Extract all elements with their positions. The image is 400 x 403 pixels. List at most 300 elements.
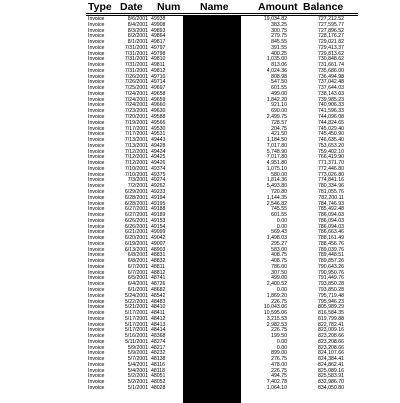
cell-balance: 745,029.40 bbox=[318, 125, 344, 132]
cell-date: 7/25/2001 bbox=[124, 85, 148, 92]
cell-balance: 832,986.70 bbox=[318, 379, 344, 386]
cell-type: Invoice bbox=[88, 90, 105, 97]
cell-amount: 0.00 bbox=[276, 338, 287, 345]
cell-num: 48232 bbox=[151, 350, 166, 357]
cell-type: Invoice bbox=[88, 131, 105, 138]
cell-type: Invoice bbox=[88, 212, 105, 219]
cell-date: 7/3/2001 bbox=[127, 177, 148, 184]
cell-num: 49428 bbox=[151, 142, 166, 149]
header-balance: Balance bbox=[303, 1, 344, 13]
cell-balance: 805,989.29 bbox=[318, 304, 344, 311]
cell-date: 5/1/2001 bbox=[127, 385, 148, 391]
cell-balance: 789,039.76 bbox=[318, 246, 344, 253]
cell-balance: 834,050.80 bbox=[318, 385, 344, 391]
cell-amount: 0.00 bbox=[276, 217, 287, 224]
cell-amount: 601.55 bbox=[271, 85, 287, 92]
cell-balance: 759,402.10 bbox=[318, 148, 344, 155]
cell-balance: 728,176.27 bbox=[318, 33, 344, 40]
cell-amount: 720.80 bbox=[271, 188, 287, 195]
cell-type: Invoice bbox=[88, 263, 105, 270]
cell-num: 48138 bbox=[151, 356, 166, 363]
cell-num: 49262 bbox=[151, 183, 166, 190]
cell-type: Invoice bbox=[88, 252, 105, 259]
cell-num: 48831 bbox=[151, 252, 166, 259]
cell-date: 5/16/2001 bbox=[124, 333, 148, 340]
cell-date: 6/26/2001 bbox=[124, 217, 148, 224]
cell-amount: 279.75 bbox=[271, 33, 287, 40]
cell-type: Invoice bbox=[88, 67, 105, 74]
cell-amount: 1,075.10 bbox=[266, 165, 287, 172]
cell-date: 6/5/2001 bbox=[127, 275, 148, 282]
cell-amount: 226.75 bbox=[271, 298, 287, 305]
cell-date: 7/17/2001 bbox=[124, 131, 148, 138]
cell-num: 49697 bbox=[151, 85, 166, 92]
cell-num: 49588 bbox=[151, 114, 166, 121]
cell-amount: 5,748.90 bbox=[266, 148, 287, 155]
cell-type: Invoice bbox=[88, 350, 105, 357]
cell-amount: 300.75 bbox=[271, 27, 287, 34]
cell-type: Invoice bbox=[88, 310, 105, 317]
cell-amount: 7,017.80 bbox=[266, 154, 287, 161]
cell-date: 7/31/2001 bbox=[124, 67, 148, 74]
cell-balance: 823,208.66 bbox=[318, 338, 344, 345]
cell-balance: 786,663.46 bbox=[318, 229, 344, 236]
cell-date: 7/23/2001 bbox=[124, 108, 148, 115]
cell-num: 49195 bbox=[151, 200, 166, 207]
cell-type: Invoice bbox=[88, 137, 105, 144]
cell-type: Invoice bbox=[88, 33, 105, 40]
cell-date: 7/26/2001 bbox=[124, 79, 148, 86]
cell-type: Invoice bbox=[88, 194, 105, 201]
cell-num: 49375 bbox=[151, 171, 166, 178]
cell-num: 49426 bbox=[151, 160, 166, 167]
cell-type: Invoice bbox=[88, 333, 105, 340]
cell-type: Invoice bbox=[88, 96, 105, 103]
cell-amount: 204.75 bbox=[271, 125, 287, 132]
cell-amount: 199.50 bbox=[271, 333, 287, 340]
cell-num: 49864 bbox=[151, 33, 166, 40]
cell-balance: 727,896.52 bbox=[318, 27, 344, 34]
cell-balance: 735,686.00 bbox=[318, 67, 344, 74]
cell-num: 48542 bbox=[151, 292, 166, 299]
cell-num: 49710 bbox=[151, 73, 166, 80]
cell-date: 7/2/2001 bbox=[127, 183, 148, 190]
cell-amount: 408.75 bbox=[271, 258, 287, 265]
cell-date: 5/21/2001 bbox=[124, 304, 148, 311]
cell-balance: 741,596.33 bbox=[318, 108, 344, 115]
cell-num: 49811 bbox=[151, 62, 166, 69]
cell-date: 7/12/2001 bbox=[124, 148, 148, 155]
cell-balance: 781,055.76 bbox=[318, 188, 344, 195]
cell-type: Invoice bbox=[88, 39, 105, 46]
cell-type: Invoice bbox=[88, 73, 105, 80]
cell-num: 49908 bbox=[151, 21, 166, 28]
cell-num: 49660 bbox=[151, 102, 166, 109]
cell-amount: 569.43 bbox=[271, 229, 287, 236]
cell-amount: 10,595.06 bbox=[263, 310, 287, 317]
cell-date: 7/31/2001 bbox=[124, 50, 148, 57]
cell-balance: 729,813.62 bbox=[318, 50, 344, 57]
cell-balance: 744,096.08 bbox=[318, 114, 344, 121]
cell-amount: 745.55 bbox=[271, 206, 287, 213]
cell-num: 49188 bbox=[151, 206, 166, 213]
cell-num: 49425 bbox=[151, 154, 166, 161]
cell-amount: 1,842.20 bbox=[266, 96, 287, 103]
cell-type: Invoice bbox=[88, 373, 105, 380]
cell-amount: 2,982.53 bbox=[266, 321, 287, 328]
cell-amount: 19,034.82 bbox=[263, 16, 287, 22]
cell-amount: 226.75 bbox=[271, 367, 287, 374]
cell-amount: 1,064.10 bbox=[266, 385, 287, 391]
cell-amount: 580.00 bbox=[271, 171, 287, 178]
cell-balance: 790,950.76 bbox=[318, 269, 344, 276]
cell-balance: 784,746.93 bbox=[318, 200, 344, 207]
cell-date: 6/1/2001 bbox=[127, 286, 148, 293]
cell-num: 49938 bbox=[151, 16, 166, 22]
cell-num: 49007 bbox=[151, 240, 166, 247]
cell-amount: 0.00 bbox=[276, 344, 287, 351]
cell-type: Invoice bbox=[88, 298, 105, 305]
cell-type: Invoice bbox=[88, 338, 105, 345]
cell-type: Invoice bbox=[88, 142, 105, 149]
cell-date: 7/10/2001 bbox=[124, 171, 148, 178]
cell-num: 48116 bbox=[151, 361, 166, 368]
cell-type: Invoice bbox=[88, 108, 105, 115]
cell-date: 7/24/2001 bbox=[124, 102, 148, 109]
cell-num: 49812 bbox=[151, 67, 166, 74]
cell-num: 48741 bbox=[151, 275, 166, 282]
cell-num: 49443 bbox=[151, 137, 166, 144]
cell-num: 49798 bbox=[151, 50, 166, 57]
cell-amount: 0.00 bbox=[276, 286, 287, 293]
cell-amount: 1,498.03 bbox=[266, 235, 287, 242]
cell-type: Invoice bbox=[88, 275, 105, 282]
cell-date: 6/7/2001 bbox=[127, 269, 148, 276]
cell-amount: 4,951.80 bbox=[266, 160, 287, 167]
cell-type: Invoice bbox=[88, 269, 105, 276]
cell-balance: 790,643.26 bbox=[318, 263, 344, 270]
cell-type: Invoice bbox=[88, 327, 105, 334]
header-num: Num bbox=[157, 1, 181, 13]
cell-date: 8/6/2001 bbox=[127, 16, 148, 22]
cell-amount: 786.00 bbox=[271, 263, 287, 270]
cell-date: 5/7/2001 bbox=[127, 356, 148, 363]
cell-type: Invoice bbox=[88, 119, 105, 126]
cell-balance: 823,009.16 bbox=[318, 327, 344, 334]
cell-type: Invoice bbox=[88, 200, 105, 207]
cell-date: 5/17/2001 bbox=[124, 321, 148, 328]
cell-type: Invoice bbox=[88, 292, 105, 299]
cell-amount: 601.55 bbox=[271, 212, 287, 219]
cell-date: 8/1/2001 bbox=[127, 39, 148, 46]
cell-amount: 808.98 bbox=[271, 73, 287, 80]
cell-balance: 774,841.16 bbox=[318, 177, 344, 184]
cell-type: Invoice bbox=[88, 246, 105, 253]
header-type: Type bbox=[88, 1, 112, 13]
cell-date: 6/26/2001 bbox=[124, 223, 148, 230]
cell-balance: 788,161.49 bbox=[318, 235, 344, 242]
cell-type: Invoice bbox=[88, 56, 105, 63]
cell-balance: 771,371.70 bbox=[318, 160, 344, 167]
cell-date: 6/29/2001 bbox=[124, 188, 148, 195]
cell-num: 49042 bbox=[151, 235, 166, 242]
cell-type: Invoice bbox=[88, 102, 105, 109]
cell-num: 49233 bbox=[151, 188, 166, 195]
cell-date: 7/17/2001 bbox=[124, 125, 148, 132]
cell-num: 49797 bbox=[151, 44, 166, 51]
cell-num: 49374 bbox=[151, 165, 166, 172]
cell-type: Invoice bbox=[88, 315, 105, 322]
cell-type: Invoice bbox=[88, 321, 105, 328]
cell-balance: 766,419.90 bbox=[318, 154, 344, 161]
cell-num: 48812 bbox=[151, 269, 166, 276]
cell-amount: 845.55 bbox=[271, 39, 287, 46]
cell-balance: 823,208.66 bbox=[318, 333, 344, 340]
header-name: Name bbox=[200, 1, 229, 13]
cell-date: 7/13/2001 bbox=[124, 137, 148, 144]
cell-date: 5/9/2001 bbox=[127, 344, 148, 351]
cell-balance: 786,094.03 bbox=[318, 223, 344, 230]
cell-num: 49810 bbox=[151, 56, 166, 63]
cell-type: Invoice bbox=[88, 367, 105, 374]
cell-amount: 226.75 bbox=[271, 327, 287, 334]
cell-amount: 494.75 bbox=[271, 373, 287, 380]
cell-num: 48051 bbox=[151, 373, 166, 380]
cell-type: Invoice bbox=[88, 344, 105, 351]
cell-num: 49194 bbox=[151, 194, 166, 201]
cell-type: Invoice bbox=[88, 114, 105, 121]
cell-amount: 295.27 bbox=[271, 240, 287, 247]
cell-balance: 738,143.03 bbox=[318, 90, 344, 97]
cell-num: 48368 bbox=[151, 333, 166, 340]
cell-type: Invoice bbox=[88, 223, 105, 230]
cell-balance: 730,848.62 bbox=[318, 56, 344, 63]
cell-date: 8/3/2001 bbox=[127, 27, 148, 34]
cell-num: 48052 bbox=[151, 379, 166, 386]
cell-date: 8/4/2001 bbox=[127, 21, 148, 28]
cell-balance: 823,208.66 bbox=[318, 344, 344, 351]
cell-date: 5/2/2001 bbox=[127, 379, 148, 386]
cell-amount: 1,035.00 bbox=[266, 56, 287, 63]
cell-type: Invoice bbox=[88, 62, 105, 69]
cell-balance: 789,857.26 bbox=[318, 258, 344, 265]
cell-balance: 795,946.23 bbox=[318, 298, 344, 305]
cell-amount: 899.00 bbox=[271, 350, 287, 357]
cell-amount: 421.50 bbox=[271, 131, 287, 138]
cell-date: 6/28/2001 bbox=[124, 200, 148, 207]
cell-amount: 690.00 bbox=[271, 108, 287, 115]
cell-balance: 822,782.41 bbox=[318, 321, 344, 328]
cell-type: Invoice bbox=[88, 171, 105, 178]
cell-balance: 737,644.03 bbox=[318, 85, 344, 92]
cell-amount: 4,024.36 bbox=[266, 67, 287, 74]
cell-num: 48412 bbox=[151, 315, 166, 322]
cell-date: 6/27/2001 bbox=[124, 206, 148, 213]
cell-amount: 499.00 bbox=[271, 275, 287, 282]
cell-type: Invoice bbox=[88, 281, 105, 288]
cell-balance: 731,661.74 bbox=[318, 62, 344, 69]
cell-date: 7/24/2001 bbox=[124, 90, 148, 97]
cell-type: Invoice bbox=[88, 21, 105, 28]
cell-amount: 2,546.82 bbox=[266, 200, 287, 207]
cell-num: 49274 bbox=[151, 177, 166, 184]
cell-date: 5/9/2001 bbox=[127, 350, 148, 357]
cell-type: Invoice bbox=[88, 235, 105, 242]
cell-date: 7/31/2001 bbox=[124, 44, 148, 51]
cell-date: 8/2/2001 bbox=[127, 33, 148, 40]
cell-balance: 773,026.80 bbox=[318, 171, 344, 178]
cell-balance: 744,824.65 bbox=[318, 119, 344, 126]
cell-amount: 813.06 bbox=[271, 62, 287, 69]
cell-date: 7/13/2001 bbox=[124, 142, 148, 149]
cell-type: Invoice bbox=[88, 177, 105, 184]
cell-amount: 2,499.75 bbox=[266, 114, 287, 121]
cell-balance: 824,107.66 bbox=[318, 350, 344, 357]
cell-balance: 824,862.41 bbox=[318, 361, 344, 368]
cell-date: 5/17/2001 bbox=[124, 310, 148, 317]
cell-balance: 824,384.41 bbox=[318, 356, 344, 363]
cell-num: 48832 bbox=[151, 258, 166, 265]
cell-balance: 782,200.11 bbox=[318, 194, 344, 201]
cell-num: 49154 bbox=[151, 223, 166, 230]
cell-balance: 795,719.48 bbox=[318, 292, 344, 299]
cell-amount: 383.25 bbox=[271, 21, 287, 28]
cell-type: Invoice bbox=[88, 286, 105, 293]
cell-balance: 727,212.52 bbox=[318, 16, 344, 22]
cell-num: 48413 bbox=[151, 321, 166, 328]
cell-balance: 819,799.88 bbox=[318, 315, 344, 322]
cell-date: 5/4/2001 bbox=[127, 367, 148, 374]
cell-balance: 736,494.98 bbox=[318, 73, 344, 80]
cell-type: Invoice bbox=[88, 206, 105, 213]
cell-type: Invoice bbox=[88, 27, 105, 34]
cell-balance: 788,456.76 bbox=[318, 240, 344, 247]
cell-amount: 0.00 bbox=[276, 223, 287, 230]
cell-balance: 825,583.91 bbox=[318, 373, 344, 380]
cell-num: 48811 bbox=[151, 263, 166, 270]
cell-date: 7/12/2001 bbox=[124, 160, 148, 167]
cell-balance: 793,850.28 bbox=[318, 286, 344, 293]
cell-date: 7/26/2001 bbox=[124, 73, 148, 80]
cell-amount: 583.00 bbox=[271, 246, 287, 253]
cell-balance: 772,446.80 bbox=[318, 165, 344, 172]
cell-num: 48414 bbox=[151, 327, 166, 334]
cell-num: 48903 bbox=[151, 246, 166, 253]
cell-amount: 1,869.20 bbox=[266, 292, 287, 299]
cell-balance: 739,985.23 bbox=[318, 96, 344, 103]
cell-type: Invoice bbox=[88, 240, 105, 247]
cell-type: Invoice bbox=[88, 85, 105, 92]
cell-date: 6/27/2001 bbox=[124, 212, 148, 219]
cell-amount: 276.75 bbox=[271, 356, 287, 363]
cell-num: 49531 bbox=[151, 131, 166, 138]
cell-type: Invoice bbox=[88, 148, 105, 155]
cell-num: 49630 bbox=[151, 108, 166, 115]
cell-balance: 745,450.90 bbox=[318, 131, 344, 138]
cell-num: 48411 bbox=[151, 310, 166, 317]
cell-type: Invoice bbox=[88, 183, 105, 190]
cell-balance: 789,448.51 bbox=[318, 252, 344, 259]
cell-amount: 400.25 bbox=[271, 50, 287, 57]
cell-date: 7/12/2001 bbox=[124, 154, 148, 161]
cell-amount: 307.50 bbox=[271, 269, 287, 276]
cell-amount: 7,402.78 bbox=[266, 379, 287, 386]
header-rule-top bbox=[86, 13, 358, 14]
cell-num: 49153 bbox=[151, 217, 166, 224]
cell-type: Invoice bbox=[88, 258, 105, 265]
cell-balance: 786,094.03 bbox=[318, 212, 344, 219]
cell-type: Invoice bbox=[88, 16, 105, 22]
cell-balance: 816,584.35 bbox=[318, 310, 344, 317]
cell-amount: 499.00 bbox=[271, 90, 287, 97]
cell-num: 49099 bbox=[151, 229, 166, 236]
cell-amount: 1,144.35 bbox=[266, 194, 287, 201]
cell-date: 5/17/2001 bbox=[124, 327, 148, 334]
cell-type: Invoice bbox=[88, 217, 105, 224]
cell-num: 49566 bbox=[151, 119, 166, 126]
cell-date: 7/31/2001 bbox=[124, 56, 148, 63]
cell-type: Invoice bbox=[88, 79, 105, 86]
cell-type: Invoice bbox=[88, 188, 105, 195]
cell-amount: 478.00 bbox=[271, 361, 287, 368]
cell-date: 5/11/2001 bbox=[125, 338, 148, 345]
cell-num: 49817 bbox=[151, 39, 166, 46]
cell-date: 5/24/2001 bbox=[124, 292, 148, 299]
cell-balance: 785,492.48 bbox=[318, 206, 344, 213]
header-date: Date bbox=[120, 1, 143, 13]
cell-num: 48274 bbox=[151, 338, 166, 345]
cell-num: 49658 bbox=[151, 90, 166, 97]
cell-type: Invoice bbox=[88, 361, 105, 368]
cell-date: 5/17/2001 bbox=[124, 315, 148, 322]
cell-date: 5/2/2001 bbox=[127, 373, 148, 380]
cell-type: Invoice bbox=[88, 154, 105, 161]
cell-num: 49659 bbox=[151, 96, 166, 103]
cell-num: 48410 bbox=[151, 304, 166, 311]
cell-date: 6/7/2001 bbox=[127, 263, 148, 270]
cell-date: 7/19/2001 bbox=[124, 119, 148, 126]
cell-type: Invoice bbox=[88, 379, 105, 386]
cell-type: Invoice bbox=[88, 356, 105, 363]
cell-num: 48118 bbox=[151, 367, 166, 374]
cell-num: 49714 bbox=[151, 79, 166, 86]
header-amount: Amount bbox=[258, 1, 298, 13]
cell-balance: 740,906.33 bbox=[318, 102, 344, 109]
cell-date: 6/28/2001 bbox=[124, 194, 148, 201]
cell-amount: 408.75 bbox=[271, 252, 287, 259]
cell-type: Invoice bbox=[88, 160, 105, 167]
cell-type: Invoice bbox=[88, 50, 105, 57]
cell-balance: 791,449.76 bbox=[318, 275, 344, 282]
cell-amount: 728.57 bbox=[271, 119, 287, 126]
cell-type: Invoice bbox=[88, 385, 105, 391]
cell-date: 6/19/2001 bbox=[124, 240, 148, 247]
cell-num: 49424 bbox=[151, 148, 166, 155]
cell-balance: 729,021.82 bbox=[318, 39, 344, 46]
cell-balance: 753,653.20 bbox=[318, 142, 344, 149]
cell-num: 48682 bbox=[151, 286, 166, 293]
cell-date: 6/4/2001 bbox=[127, 281, 148, 288]
cell-amount: 5,493.80 bbox=[266, 183, 287, 190]
cell-balance: 786,094.03 bbox=[318, 217, 344, 224]
cell-amount: 1,814.36 bbox=[266, 177, 287, 184]
cell-amount: 2,400.52 bbox=[266, 281, 287, 288]
cell-balance: 727,595.77 bbox=[318, 21, 344, 28]
redaction-bar bbox=[183, 15, 241, 403]
cell-num: 49893 bbox=[151, 27, 166, 34]
cell-type: Invoice bbox=[88, 44, 105, 51]
cell-balance: 825,089.16 bbox=[318, 367, 344, 374]
